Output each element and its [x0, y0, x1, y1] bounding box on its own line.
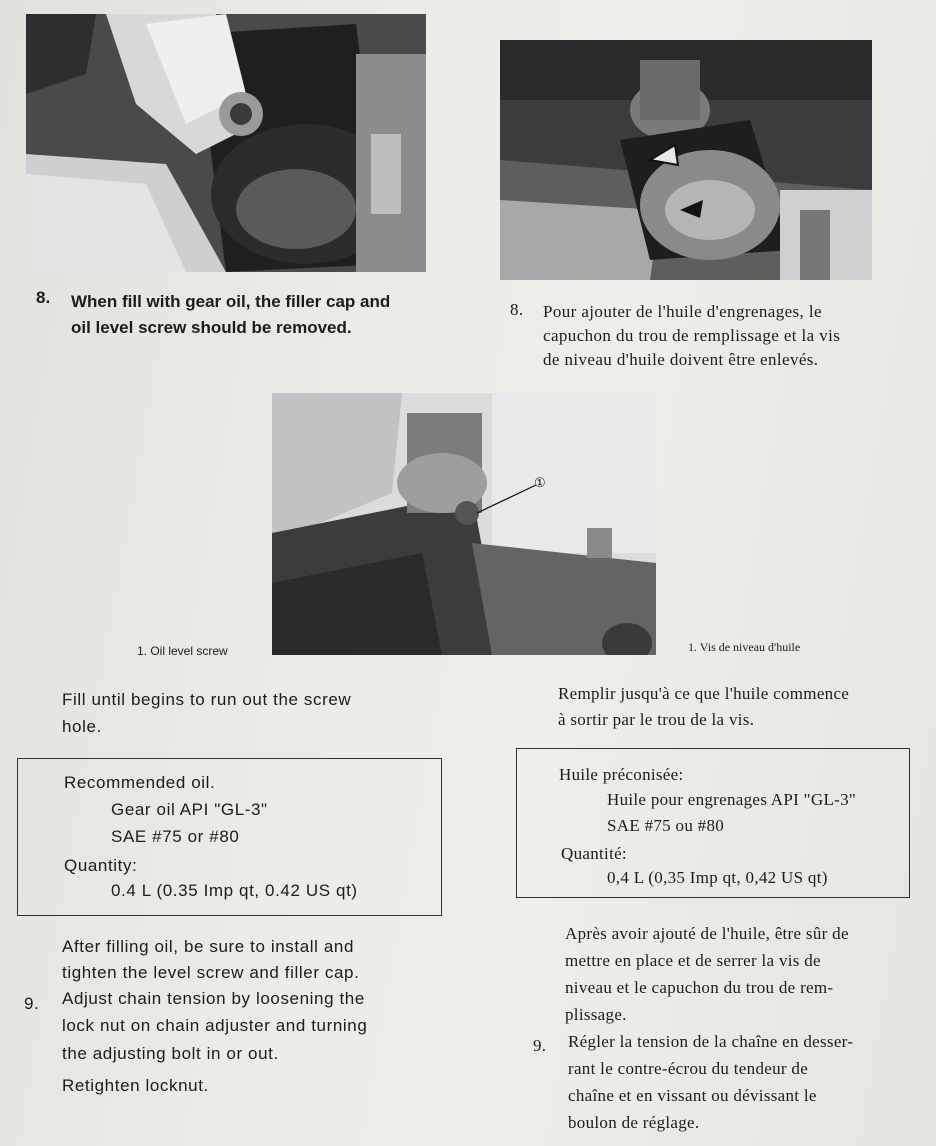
spec-en-oil: Gear oil API "GL-3": [111, 800, 268, 819]
photo-oil-level-screw: [272, 393, 656, 655]
step-9-fr-line-2: rant le contre-écrou du tendeur de: [568, 1059, 809, 1078]
fill-en-line-1: Fill until begins to run out the screw: [62, 690, 352, 709]
step-9-fr-number: 9.: [533, 1036, 547, 1055]
step-9-line-1: Adjust chain tension by loosening the: [62, 989, 365, 1008]
step-9-fr-line-4: boulon de réglage.: [568, 1113, 700, 1132]
spec-fr-quantity-label: Quantité:: [561, 844, 627, 863]
spec-en-heading: Recommended oil.: [64, 773, 216, 792]
step-8-fr-line-2: capuchon du trou de remplissage et la vis: [543, 326, 841, 345]
spec-fr-sae: SAE #75 ou #80: [607, 816, 725, 835]
after-en-line-2: tighten the level screw and filler cap.: [62, 963, 360, 982]
spec-en-sae: SAE #75 or #80: [111, 827, 240, 846]
spec-en-quantity-value: 0.4 L (0.35 Imp qt, 0.42 US qt): [111, 881, 358, 900]
photo-filler-cap-and-level-screw: [500, 40, 872, 280]
step-9-line-4: Retighten locknut.: [62, 1076, 209, 1095]
step-8-fr-line-1: Pour ajouter de l'huile d'engrenages, le: [543, 302, 822, 321]
step-9-line-2: lock nut on chain adjuster and turning: [62, 1016, 368, 1035]
step-9-fr-line-1: Régler la tension de la chaîne en desser-: [568, 1032, 854, 1051]
after-fr-line-2: mettre en place et de serrer la vis de: [565, 951, 821, 970]
fill-en-line-2: hole.: [62, 717, 102, 736]
spec-box-french: [516, 748, 910, 898]
after-fr-line-1: Après avoir ajouté de l'huile, être sûr de: [565, 924, 849, 943]
step-8-fr-line-3: de niveau d'huile doivent être enlevés.: [543, 350, 819, 369]
spec-box-english: [17, 758, 442, 916]
after-en-line-1: After filling oil, be sure to install and: [62, 937, 355, 956]
spec-fr-oil: Huile pour engrenages API "GL-3": [607, 790, 857, 809]
spec-fr-heading: Huile préconisée:: [559, 765, 684, 784]
fill-fr-line-1: Remplir jusqu'à ce que l'huile commence: [558, 684, 850, 703]
after-fr-line-4: plissage.: [565, 1005, 627, 1024]
step-9-line-3: the adjusting bolt in or out.: [62, 1044, 279, 1063]
step-9-fr-line-3: chaîne et en vissant ou dévissant le: [568, 1086, 817, 1105]
photo-filler-cap-removal: [26, 14, 426, 272]
figure-callout-1: ①: [534, 475, 546, 490]
fill-fr-line-2: à sortir par le trou de la vis.: [558, 710, 755, 729]
step-8-line-2: oil level screw should be removed.: [71, 318, 352, 337]
caption-oil-level-screw-en: 1. Oil level screw: [137, 644, 228, 658]
step-9-number: 9.: [24, 994, 40, 1013]
spec-en-quantity-label: Quantity:: [64, 856, 138, 875]
spec-fr-quantity-value: 0,4 L (0,35 Imp qt, 0,42 US qt): [607, 868, 828, 887]
step-8-fr-number: 8.: [510, 300, 524, 319]
after-fr-line-3: niveau et le capuchon du trou de rem-: [565, 978, 834, 997]
caption-oil-level-screw-fr: 1. Vis de niveau d'huile: [688, 640, 801, 654]
step-8-number: 8.: [36, 288, 51, 307]
step-8-line-1: When fill with gear oil, the filler cap and: [71, 292, 391, 311]
